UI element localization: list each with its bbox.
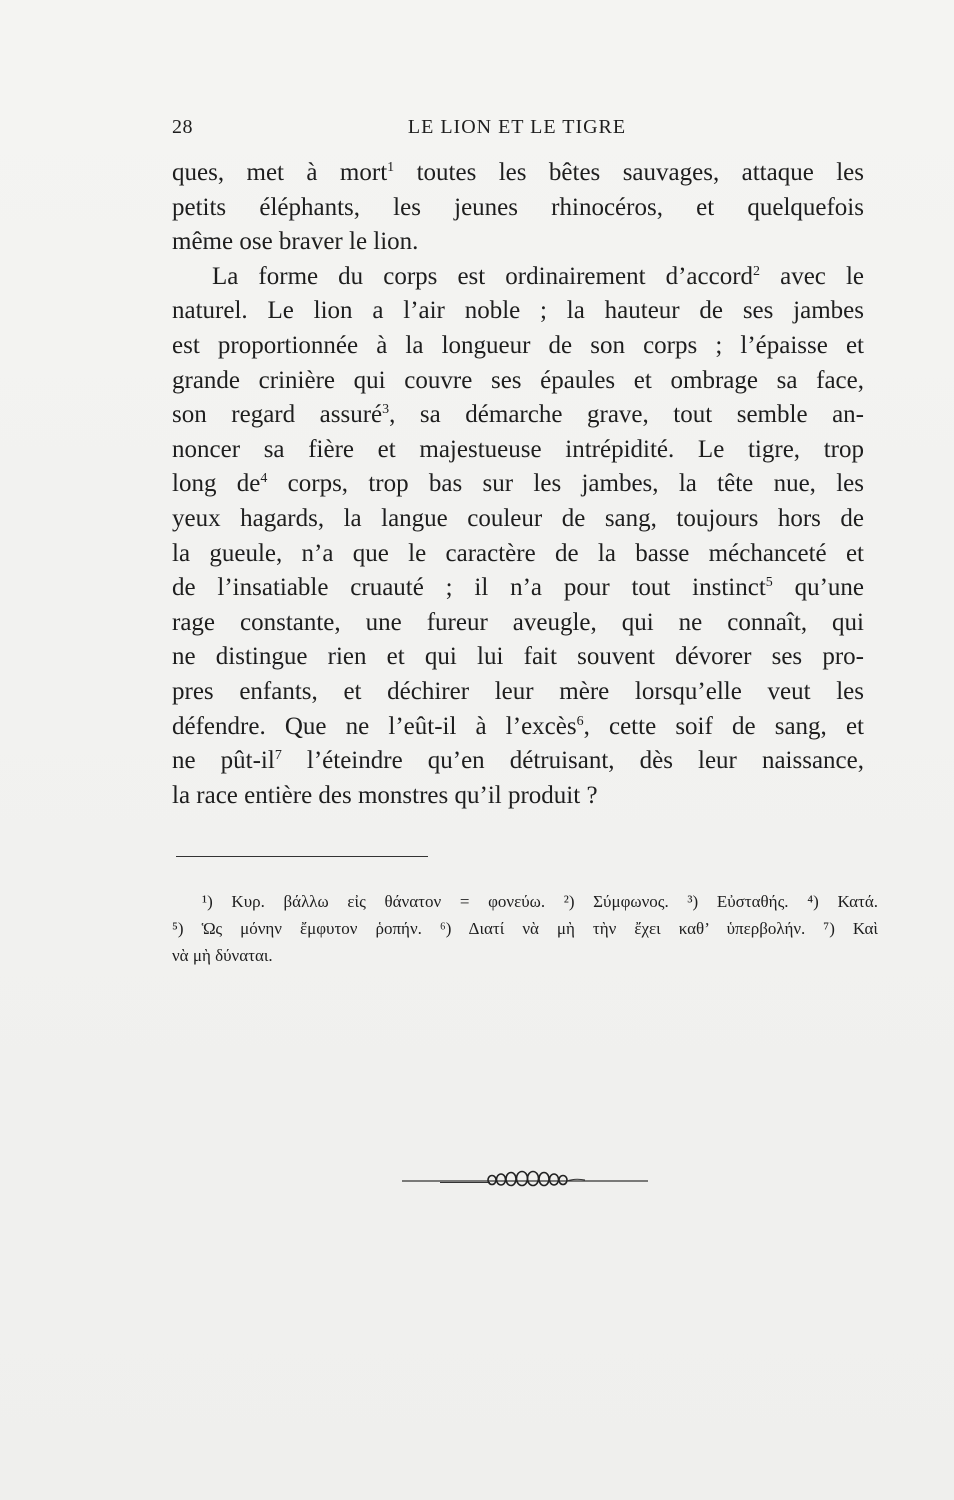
- text-line: ne distingue rien et qui lui fait souvent dévorer ses pro-: [172, 643, 864, 671]
- text-line: défendre. Que ne l’eût-il à l’excès$^6$, cette soif de sang, et: [172, 712, 864, 740]
- footnote-line: ¹) Κυρ. βάλλω εἰς θάνατον = φονεύω. ²) Σύμφωνος. ³) Εὐσταθής. ⁴) Κατά.: [202, 892, 878, 911]
- text-line: est proportionnée à la longueur de son corps ; l’épaisse et: [172, 331, 864, 359]
- text-line: son regard assuré$^3$, sa démarche grave, tout semble an-: [172, 401, 864, 429]
- text-line: pres enfants, et déchirer leur mère lorsqu’elle veut les: [172, 677, 864, 705]
- text-line: rage constante, une fureur aveugle, qui ne connaît, qui: [172, 608, 864, 636]
- text-line: grande crinière qui couvre ses épaules et ombrage sa face,: [172, 366, 864, 394]
- text-line: même ose braver le lion.: [172, 228, 419, 256]
- footnote-separator: [176, 856, 428, 857]
- end-ornament-icon: [400, 1168, 650, 1192]
- text-line: ne pût-$il^7$ l’éteindre qu’en détruisant, dès leur naissance,: [172, 747, 864, 775]
- text-line: yeux hagards, la langue couleur de sang, toujours hors de: [172, 504, 864, 532]
- note-mark: 5: [765, 575, 773, 591]
- note-mark: 3: [382, 402, 390, 418]
- text-line: noncer sa fière et majestueuse intrépidité. Le tigre, trop: [172, 435, 864, 463]
- text-line: la gueule, n’a que le caractère de la basse méchanceté et: [172, 539, 864, 567]
- running-title: LE LION ET LE TIGRE: [407, 116, 627, 138]
- page-number: 28: [172, 116, 193, 138]
- footnotes: [172, 888, 878, 969]
- note-mark: 7: [274, 748, 282, 764]
- note-mark: 4: [260, 471, 268, 487]
- text-line: de l’insatiable cruauté ; il n’a pour tout instinct$^5$ qu’une: [172, 574, 864, 602]
- text-line: la race entière des monstres qu’il produit ?: [172, 781, 598, 809]
- main-text: [172, 156, 864, 813]
- text-line: long $de^4$ corps, trop bas sur les jambes, la tête nue, les: [172, 470, 864, 498]
- text-line: La forme du corps est ordinairement d’accord$^2$ avec le: [212, 262, 864, 290]
- text-line: petits éléphants, les jeunes rhinocéros, et quelquefois: [172, 193, 864, 221]
- footnote-line: ⁵) Ὡς μόνην ἔμφυτον ῥοπήν. ⁶) Διατί νὰ μὴ τὴν ἔχει καθ’ ὑπερβολήν. ⁷) Καὶ: [172, 919, 878, 938]
- note-mark: 6: [576, 713, 584, 729]
- text-line: ques, met à mort$^1$ toutes les bêtes sauvages, attaque les: [172, 159, 864, 186]
- note-mark: 2: [753, 263, 761, 279]
- page-header: [172, 116, 862, 144]
- text-line: naturel. Le lion a l’air noble ; la hauteur de ses jambes: [172, 297, 864, 325]
- note-mark: 1: [387, 160, 395, 175]
- footnote-line: νὰ μὴ δύναται.: [172, 946, 273, 965]
